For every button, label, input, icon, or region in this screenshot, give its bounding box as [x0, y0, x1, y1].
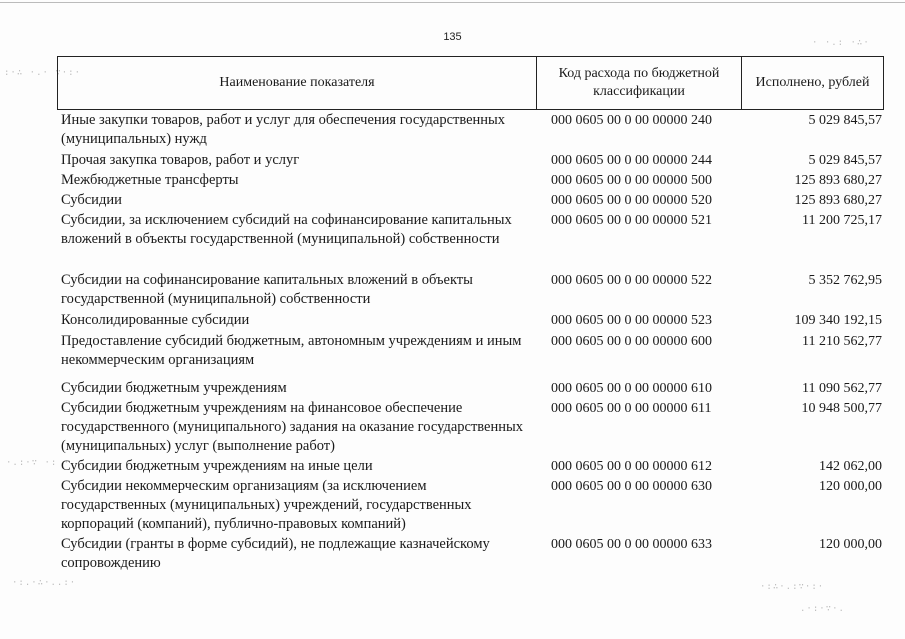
row-code: 000 0605 00 0 00 00000 240 — [551, 113, 712, 128]
table-row — [61, 190, 887, 210]
row-code: 000 0605 00 0 00 00000 633 — [551, 537, 712, 552]
scan-noise: · ·.: ·∴· — [812, 38, 870, 48]
scan-noise: ·.:·∵ ·: · — [6, 458, 71, 468]
header-amount: Исполнено, рублей — [755, 75, 870, 90]
row-name: Субсидии некоммерческим организациям (за исключением государственных (муниципальных) учреждений, государственных корпораций (компаний), публично-правовых компаний) — [61, 478, 472, 532]
top-rule — [0, 2, 905, 3]
row-name: Субсидии, за исключением субсидий на софинансирование капитальных вложений в объекты государственной (муниципальной) собственности — [61, 212, 512, 247]
row-code: 000 0605 00 0 00 00000 611 — [551, 401, 712, 416]
row-amount: 11 090 562,77 — [802, 381, 882, 396]
row-name: Консолидированные субсидии — [61, 312, 250, 328]
row-amount: 10 948 500,77 — [801, 401, 882, 416]
row-name: Иные закупки товаров, работ и услуг для обеспечения государственных (муниципальных) нужд — [61, 112, 506, 147]
row-name: Субсидии (гранты в форме субсидий), не подлежащие казначейскому сопровождению — [61, 536, 490, 571]
row-amount: 5 029 845,57 — [808, 113, 882, 128]
table-row — [61, 170, 887, 190]
row-code: 000 0605 00 0 00 00000 610 — [551, 381, 712, 396]
table-row — [61, 456, 887, 476]
row-code: 000 0605 00 0 00 00000 244 — [551, 153, 712, 168]
row-code: 000 0605 00 0 00 00000 523 — [551, 313, 712, 328]
row-name: Прочая закупка товаров, работ и услуг — [61, 152, 300, 168]
row-amount: 109 340 192,15 — [794, 313, 882, 328]
row-amount: 5 029 845,57 — [808, 153, 882, 168]
table-row — [61, 331, 887, 378]
scan-noise: ·:.·∴·..:· — [12, 578, 77, 588]
page-number: 135 — [443, 31, 462, 43]
table-row — [61, 270, 887, 310]
table-row — [61, 534, 887, 574]
table-row — [61, 398, 887, 456]
table-row — [61, 150, 887, 170]
row-amount: 5 352 762,95 — [808, 273, 882, 288]
table-row — [61, 476, 887, 534]
row-code: 000 0605 00 0 00 00000 630 — [551, 479, 712, 494]
row-code: 000 0605 00 0 00 00000 612 — [551, 459, 712, 474]
row-name: Субсидии бюджетным учреждениям на финансовое обеспечение государственного (муниципального) задания на оказание государственных (муниципальных) услуг (выполнение работ) — [61, 400, 523, 454]
row-amount: 11 210 562,77 — [802, 334, 882, 349]
scan-noise: ·:∴·.:∵·:· — [760, 582, 825, 592]
row-amount: 11 200 725,17 — [802, 213, 882, 228]
row-name: Субсидии бюджетным учреждениям — [61, 380, 287, 396]
row-code: 000 0605 00 0 00 00000 520 — [551, 193, 712, 208]
row-amount: 125 893 680,27 — [794, 173, 882, 188]
table-row — [61, 378, 887, 398]
scan-noise: .·:·∵·. — [800, 604, 845, 614]
row-code: 000 0605 00 0 00 00000 521 — [551, 213, 712, 228]
table-row — [61, 310, 887, 331]
table-header — [57, 56, 884, 110]
row-code: 000 0605 00 0 00 00000 522 — [551, 273, 712, 288]
table-row — [61, 110, 887, 150]
row-code: 000 0605 00 0 00 00000 600 — [551, 334, 712, 349]
row-name: Субсидии бюджетным учреждениям на иные цели — [61, 458, 373, 474]
row-amount: 120 000,00 — [819, 479, 882, 494]
row-name: Субсидии на софинансирование капитальных вложений в объекты государственной (муниципальной) собственности — [61, 272, 473, 307]
row-amount: 120 000,00 — [819, 537, 882, 552]
row-amount: 142 062,00 — [819, 459, 882, 474]
row-name: Межбюджетные трансферты — [61, 172, 239, 188]
header-name: Наименование показателя — [58, 57, 537, 109]
row-code: 000 0605 00 0 00 00000 500 — [551, 173, 712, 188]
row-name: Предоставление субсидий бюджетным, автономным учреждениям и иным некоммерческим организациям — [61, 333, 522, 368]
table-row — [61, 210, 887, 270]
header-code: Код расхода по бюджетной классификации — [537, 57, 742, 109]
row-amount: 125 893 680,27 — [794, 193, 882, 208]
row-name: Субсидии — [61, 192, 122, 208]
table-body — [61, 110, 887, 574]
scan-noise: :·∴ ·.· ∵·:· — [4, 68, 82, 78]
